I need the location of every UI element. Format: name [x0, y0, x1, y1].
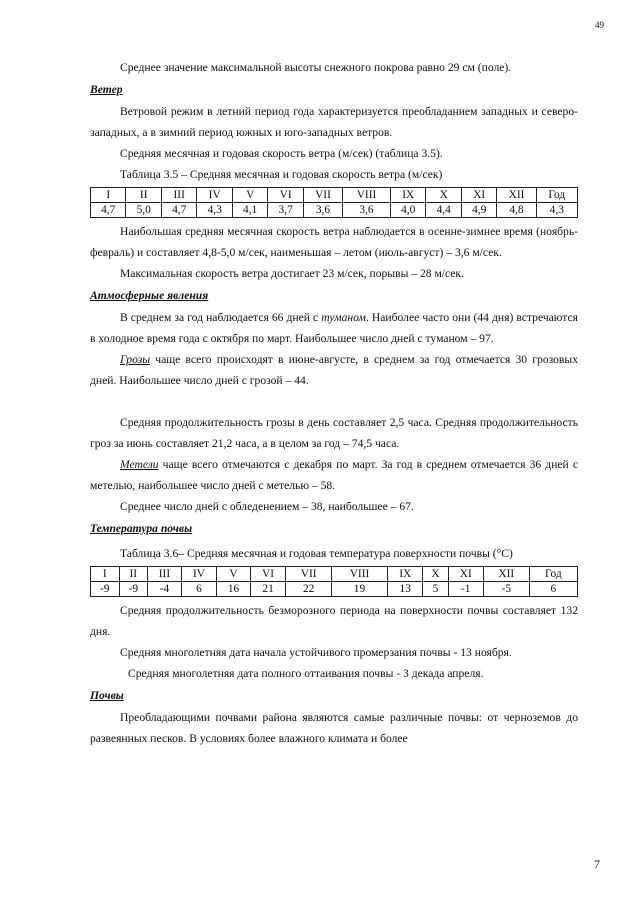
- table-3-6: [90, 566, 578, 597]
- page-number-bottom: 7: [594, 857, 600, 871]
- table-cell: XI: [448, 567, 483, 582]
- page-number-top: 49: [595, 20, 604, 30]
- table-cell: -4: [148, 582, 182, 597]
- table-cell: 4,7: [161, 203, 196, 218]
- table-cell: V: [232, 188, 267, 203]
- table-cell: III: [161, 188, 196, 203]
- heading-atmospheric: Атмосферные явления: [90, 289, 209, 302]
- table-cell: 4,3: [536, 203, 577, 218]
- table-cell: VI: [250, 567, 285, 582]
- table-cell: 16: [217, 582, 251, 597]
- paragraph-soils: Преобладающими почвами района являются самые различные почвы: от черноземов до развеянных песков. В условиях более влажного климата и более: [90, 711, 578, 745]
- paragraph-wind-regime: Ветровой режим в летний период года характеризуется преобладанием западных и северо-западных, а в зимний период южных и юго-западных ветров.: [90, 105, 578, 139]
- table-cell: 4,3: [197, 203, 232, 218]
- table-cell: IV: [181, 567, 216, 582]
- table-3-5-header-row: [91, 188, 578, 203]
- table-cell: 22: [286, 582, 332, 597]
- table-3-5: [90, 187, 578, 218]
- table-cell: IV: [197, 188, 232, 203]
- table-cell: V: [217, 567, 251, 582]
- table-cell: -9: [119, 582, 148, 597]
- heading-soil-temperature: Температура почвы: [90, 522, 193, 535]
- table-3-6-value-row: [91, 582, 578, 597]
- table-cell: 3,6: [303, 203, 342, 218]
- term-fog: туманом: [321, 311, 366, 324]
- paragraph-snow: Среднее значение максимальной высоты снежного покрова равно 29 см (поле).: [120, 61, 512, 74]
- table-cell: Год: [536, 188, 577, 203]
- table-3-5-caption: Таблица 3.5 – Средняя месячная и годовая скорость ветра (м/сек): [120, 168, 443, 181]
- table-cell: -9: [91, 582, 120, 597]
- paragraph-wind-max-month: Наибольшая средняя месячная скорость ветра наблюдается в осенне-зимнее время (ноябрь-февраль) и составляет 4,8-5,0 м/сек, наименьшая – летом (июль-август) – 3,6 м/сек.: [90, 225, 578, 259]
- table-cell: 6: [181, 582, 216, 597]
- text-run: . Наиболее часто они (44 дня) встречаются в холодное время года с октября по март. Наибольшее число дней с туманом – 97.: [90, 311, 578, 345]
- table-cell: I: [91, 567, 120, 582]
- table-cell: 5,0: [126, 203, 161, 218]
- term-snowstorm: Метели: [120, 458, 159, 471]
- table-cell: III: [148, 567, 182, 582]
- table-cell: II: [119, 567, 148, 582]
- table-cell: -5: [483, 582, 529, 597]
- table-cell: XII: [483, 567, 529, 582]
- table-cell: VI: [268, 188, 303, 203]
- term-thunderstorm: Грозы: [120, 353, 151, 366]
- table-cell: IX: [388, 567, 423, 582]
- paragraph-wind-speed-intro: Средняя месячная и годовая скорость ветра (м/сек) (таблица 3.5).: [120, 147, 443, 160]
- table-cell: 3,7: [268, 203, 303, 218]
- table-cell: II: [126, 188, 161, 203]
- table-cell: IX: [391, 188, 426, 203]
- table-cell: VIII: [343, 188, 391, 203]
- table-cell: VIII: [331, 567, 387, 582]
- paragraph-thunderstorm: [90, 349, 578, 391]
- paragraph-freeze-date: Средняя многолетняя дата начала устойчивого промерзания почвы - 13 ноября.: [120, 646, 512, 659]
- text-run: чаще всего отмечаются с декабря по март. За год в среднем отмечается 36 дней с метелью, наибольшее число дней с метелью – 58.: [90, 458, 578, 492]
- table-cell: XI: [461, 188, 496, 203]
- paragraph-fog: [90, 307, 578, 349]
- table-3-6-header-row: [91, 567, 578, 582]
- table-cell: 4,7: [91, 203, 126, 218]
- table-cell: 3,6: [343, 203, 391, 218]
- paragraph-snowstorm: [90, 454, 578, 496]
- text-run: В среднем за год наблюдается 66 дней с: [120, 311, 322, 324]
- table-cell: 19: [331, 582, 387, 597]
- table-cell: -1: [448, 582, 483, 597]
- table-cell: X: [426, 188, 461, 203]
- paragraph-thaw-date: Средняя многолетняя дата полного оттаивания почвы - 3 декада апреля.: [128, 667, 484, 680]
- paragraph-wind-max: Максимальная скорость ветра достигает 23 м/сек, порывы – 28 м/сек.: [120, 267, 464, 280]
- table-cell: VII: [303, 188, 342, 203]
- table-cell: 5: [423, 582, 448, 597]
- table-cell: 21: [250, 582, 285, 597]
- paragraph-thunderstorm-duration: Средняя продолжительность грозы в день составляет 2,5 часа. Средняя продолжительность гроз за июнь составляет 21,2 часа, а в целом за год – 74,5 часа.: [90, 416, 578, 450]
- table-3-6-caption: Таблица 3.6– Средняя месячная и годовая температура поверхности почвы (°С): [120, 547, 513, 560]
- heading-soils: Почвы: [90, 689, 124, 702]
- table-cell: 6: [529, 582, 577, 597]
- document-body: [90, 57, 578, 749]
- heading-wind: Ветер: [90, 83, 123, 96]
- table-cell: XII: [497, 188, 536, 203]
- table-cell: I: [91, 188, 126, 203]
- paragraph-icing: Среднее число дней с обледенением – 38, наибольшее – 67.: [120, 500, 414, 513]
- table-cell: 4,4: [426, 203, 461, 218]
- table-cell: 4,8: [497, 203, 536, 218]
- table-cell: 13: [388, 582, 423, 597]
- table-cell: X: [423, 567, 448, 582]
- text-run: чаще всего происходят в июне-августе, в среднем за год отмечается 30 грозовых дней. Наибольшее число дней с грозой – 44.: [90, 353, 578, 387]
- table-cell: 4,1: [232, 203, 267, 218]
- table-cell: Год: [529, 567, 577, 582]
- table-cell: VII: [286, 567, 332, 582]
- table-cell: 4,0: [391, 203, 426, 218]
- table-3-5-value-row: [91, 203, 578, 218]
- table-cell: 4,9: [461, 203, 496, 218]
- paragraph-frost-free: Средняя продолжительность безморозного периода на поверхности почвы составляет 132 дня.: [90, 604, 578, 638]
